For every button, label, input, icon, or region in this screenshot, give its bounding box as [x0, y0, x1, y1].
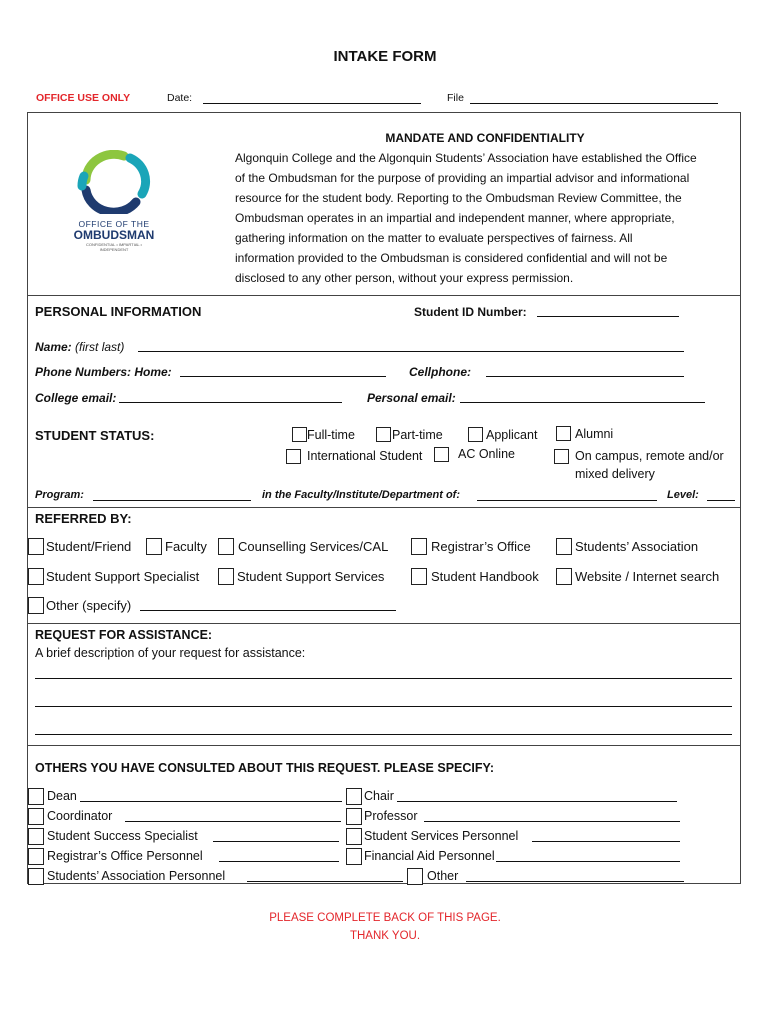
- date-field[interactable]: [203, 93, 421, 104]
- request-subheading: A brief description of your request for assistance:: [35, 646, 306, 660]
- mandate-line: information provided to the Ombudsman is considered confidential and will not be: [235, 251, 668, 265]
- divider: [27, 295, 741, 296]
- support-specialist-label: Student Support Specialist: [46, 569, 200, 584]
- form-title: INTAKE FORM: [333, 48, 437, 65]
- ombudsman-logo: [72, 150, 156, 250]
- registrar-personnel-label: Registrar’s Office Personnel: [47, 849, 203, 863]
- fulltime-checkbox[interactable]: [292, 427, 307, 442]
- request-line-1[interactable]: [35, 678, 732, 679]
- international-checkbox[interactable]: [286, 449, 301, 464]
- file-label: File: [447, 92, 464, 104]
- handbook-label: Student Handbook: [431, 569, 539, 584]
- alumni-checkbox[interactable]: [556, 426, 571, 441]
- request-heading: REQUEST FOR ASSISTANCE:: [35, 628, 213, 642]
- dean-checkbox[interactable]: [28, 788, 44, 805]
- ac-online-label: AC Online: [458, 447, 515, 461]
- logo-line2: OMBUDSMAN: [73, 228, 155, 242]
- mandate-line: disclosed to any other person, without your express permission.: [235, 271, 574, 285]
- on-campus-checkbox[interactable]: [554, 449, 569, 464]
- international-label: International Student: [307, 449, 423, 463]
- registrar-checkbox[interactable]: [411, 538, 427, 555]
- chair-checkbox[interactable]: [346, 788, 362, 805]
- other-ref-field[interactable]: [140, 600, 396, 611]
- coordinator-field[interactable]: [125, 811, 341, 822]
- file-field[interactable]: [470, 93, 718, 104]
- students-assoc-label: Students’ Association: [575, 539, 699, 554]
- registrar-personnel-checkbox[interactable]: [28, 848, 44, 865]
- date-label: Date:: [167, 92, 193, 104]
- financial-aid-label: Financial Aid Personnel: [364, 849, 495, 863]
- professor-label: Professor: [364, 809, 418, 823]
- level-label: Level:: [667, 489, 699, 501]
- support-specialist-checkbox[interactable]: [28, 568, 44, 585]
- other-consulted-label: Other: [427, 869, 459, 883]
- footer-line-2: THANK YOU.: [349, 930, 421, 942]
- mandate-line: Ombudsman operates in an impartial and independent manner, where appropriate,: [235, 211, 675, 225]
- program-label: Program:: [35, 489, 84, 501]
- other-ref-label: Other (specify): [46, 598, 132, 613]
- request-line-3[interactable]: [35, 734, 732, 735]
- coordinator-label: Coordinator: [47, 809, 113, 823]
- support-services-label: Student Support Services: [237, 569, 385, 584]
- divider: [27, 507, 741, 508]
- alumni-label: Alumni: [575, 427, 614, 441]
- registrar-personnel-field[interactable]: [219, 851, 339, 862]
- fulltime-label: Full-time: [307, 428, 355, 442]
- personal-heading: PERSONAL INFORMATION: [35, 304, 202, 319]
- chair-label: Chair: [364, 789, 394, 803]
- parttime-checkbox[interactable]: [376, 427, 391, 442]
- logo-ring-icon: [72, 150, 156, 214]
- consulted-heading: OTHERS YOU HAVE CONSULTED ABOUT THIS REQUEST. PLEASE SPECIFY:: [35, 761, 495, 775]
- cellphone-field[interactable]: [486, 366, 684, 377]
- counselling-checkbox[interactable]: [218, 538, 234, 555]
- student-id-label: Student ID Number:: [414, 305, 527, 319]
- success-specialist-checkbox[interactable]: [28, 828, 44, 845]
- success-specialist-label: Student Success Specialist: [47, 829, 198, 843]
- professor-field[interactable]: [424, 811, 680, 822]
- website-label: Website / Internet search: [575, 569, 720, 584]
- services-personnel-label: Student Services Personnel: [364, 829, 519, 843]
- referred-heading: REFERRED BY:: [35, 511, 132, 526]
- mandate-line: resource for the student body. Reporting to the Ombudsman Review Committee, the: [235, 191, 682, 205]
- college-email-field[interactable]: [119, 392, 342, 403]
- dean-label: Dean: [47, 789, 77, 803]
- support-services-checkbox[interactable]: [218, 568, 234, 585]
- handbook-checkbox[interactable]: [411, 568, 427, 585]
- ac-online-checkbox[interactable]: [434, 447, 449, 462]
- student-friend-label: Student/Friend: [46, 539, 132, 554]
- professor-checkbox[interactable]: [346, 808, 362, 825]
- website-checkbox[interactable]: [556, 568, 572, 585]
- other-consulted-checkbox[interactable]: [407, 868, 423, 885]
- student-friend-checkbox[interactable]: [28, 538, 44, 555]
- personal-email-field[interactable]: [460, 392, 705, 403]
- faculty-checkbox[interactable]: [146, 538, 162, 555]
- chair-field[interactable]: [397, 791, 677, 802]
- divider: [27, 745, 741, 746]
- status-heading: STUDENT STATUS:: [35, 428, 155, 443]
- name-hint: (first last): [75, 340, 125, 354]
- mandate-line: of the Ombudsman for the purpose of providing an impartial advisor and informational: [235, 171, 690, 185]
- level-field[interactable]: [707, 490, 735, 501]
- assoc-personnel-checkbox[interactable]: [28, 868, 44, 885]
- program-field[interactable]: [93, 490, 251, 501]
- assoc-personnel-label: Students’ Association Personnel: [47, 869, 226, 883]
- mandate-section: [235, 128, 735, 288]
- services-personnel-checkbox[interactable]: [346, 828, 362, 845]
- students-assoc-checkbox[interactable]: [556, 538, 572, 555]
- financial-aid-field[interactable]: [496, 851, 680, 862]
- assoc-personnel-field[interactable]: [247, 871, 403, 882]
- student-id-field[interactable]: [537, 306, 679, 317]
- applicant-checkbox[interactable]: [468, 427, 483, 442]
- logo-line1: OFFICE OF THE: [78, 219, 150, 229]
- faculty-field[interactable]: [477, 490, 657, 501]
- logo-tagline: CONFIDENTIAL • IMPARTIAL • INDEPENDENT: [86, 242, 142, 252]
- personal-email-label: Personal email:: [367, 391, 456, 405]
- other-ref-checkbox[interactable]: [28, 597, 44, 614]
- dean-field[interactable]: [80, 791, 342, 802]
- cellphone-label: Cellphone:: [409, 365, 471, 379]
- financial-aid-checkbox[interactable]: [346, 848, 362, 865]
- mandate-heading: MANDATE AND CONFIDENTIALITY: [385, 131, 585, 145]
- faculty-label: in the Faculty/Institute/Department of:: [262, 489, 461, 501]
- on-campus-label-2: mixed delivery: [575, 467, 655, 481]
- registrar-label: Registrar’s Office: [431, 539, 531, 554]
- footer-line-1: PLEASE COMPLETE BACK OF THIS PAGE.: [269, 912, 501, 924]
- divider: [27, 623, 741, 624]
- home-phone-field[interactable]: [180, 366, 386, 377]
- mandate-line: Algonquin College and the Algonquin Students’ Association have established the Office: [235, 151, 697, 165]
- name-field[interactable]: [138, 341, 684, 352]
- faculty-ref-label: Faculty: [165, 539, 207, 554]
- request-line-2[interactable]: [35, 706, 732, 707]
- mandate-line: gathering information on the matter to evaluate perspectives of fairness. All: [235, 231, 633, 245]
- name-row: [35, 340, 124, 354]
- home-phone-label: Phone Numbers: Home:: [35, 365, 172, 379]
- college-email-label: College email:: [35, 391, 117, 405]
- parttime-label: Part-time: [392, 428, 443, 442]
- other-consulted-field[interactable]: [466, 871, 684, 882]
- success-specialist-field[interactable]: [213, 831, 339, 842]
- counselling-label: Counselling Services/CAL: [238, 539, 389, 554]
- services-personnel-field[interactable]: [532, 831, 680, 842]
- office-use-label: OFFICE USE ONLY: [36, 92, 131, 104]
- coordinator-checkbox[interactable]: [28, 808, 44, 825]
- name-label: Name:: [35, 340, 72, 354]
- on-campus-label-1: On campus, remote and/or: [575, 449, 724, 463]
- applicant-label: Applicant: [486, 428, 538, 442]
